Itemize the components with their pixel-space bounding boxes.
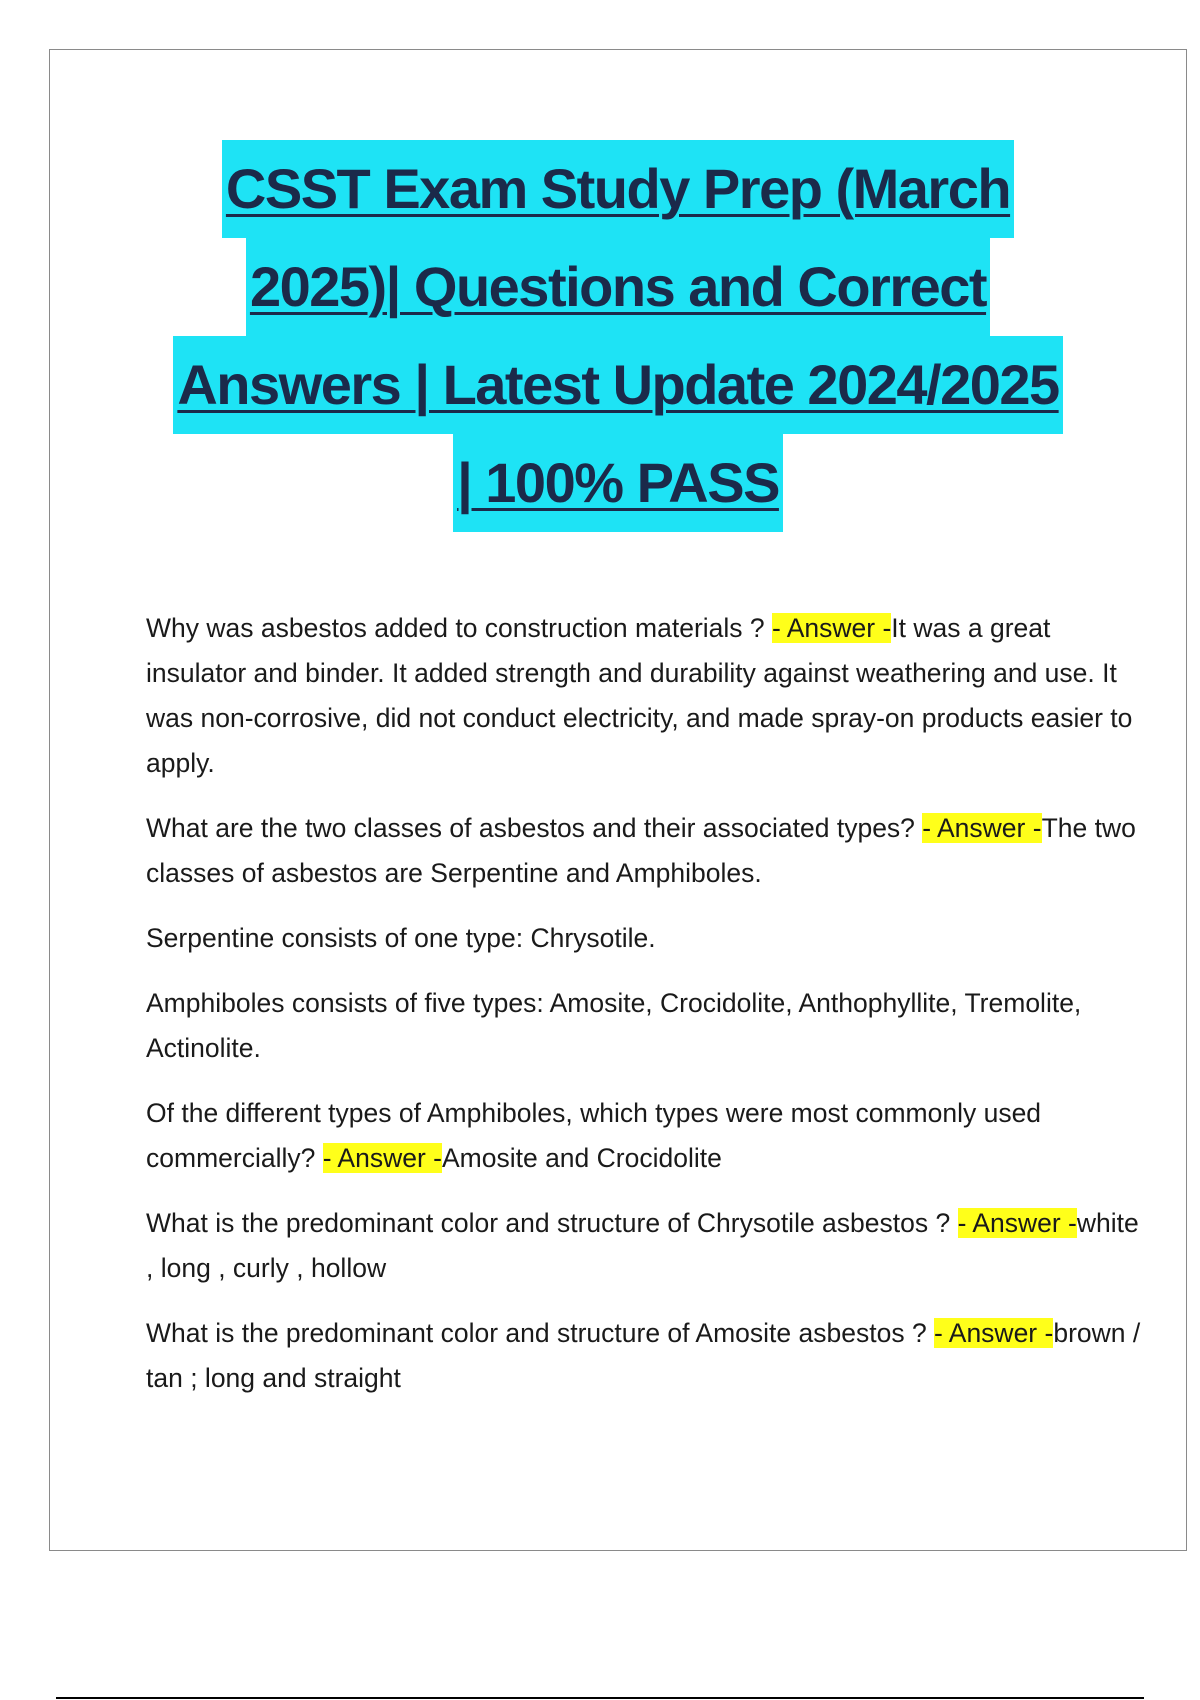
question-text: What is the predominant color and structure of Amosite asbestos ? — [146, 1318, 935, 1348]
title-line: Answers | Latest Update 2024/2025 — [173, 336, 1062, 434]
answer-marker: - Answer - — [322, 1143, 442, 1173]
question-text: Why was asbestos added to construction materials ? — [146, 613, 772, 643]
answer-text: Amosite and Crocidolite — [441, 1143, 722, 1173]
answer-text: It was a great insulator and binder. It added strength and durability against weathering and use. It was non-corrosive, did not conduct electricity, and made spray-on products easier to apply. — [146, 613, 1133, 778]
answer-text: brown / tan ; long and straight — [146, 1318, 1141, 1393]
question-text: What is the predominant color and structure of Chrysotile asbestos ? — [146, 1208, 958, 1238]
answer-marker: - Answer - — [934, 1318, 1054, 1348]
qa-item-asbestos-purpose — [146, 606, 1146, 786]
answer-text: white , long , curly , hollow — [146, 1208, 1139, 1283]
question-text: What are the two classes of asbestos and their associated types? — [146, 813, 923, 843]
answer-marker: - Answer - — [957, 1208, 1077, 1238]
qa-item-chrysotile-color — [146, 1201, 1146, 1291]
page-footer-rule — [56, 1697, 1144, 1699]
answer-text: The two classes of asbestos are Serpentine and Amphiboles. — [146, 813, 1136, 888]
document-body — [146, 606, 1146, 1421]
answer-marker: - Answer - — [772, 613, 892, 643]
qa-item-amosite-color — [146, 1311, 1146, 1401]
document-page — [49, 49, 1187, 1551]
title-line: CSST Exam Study Prep (March — [222, 140, 1014, 238]
qa-item-asbestos-classes — [146, 806, 1146, 896]
title-line: 2025)| Questions and Correct — [246, 238, 990, 336]
answer-marker: - Answer - — [922, 813, 1042, 843]
document-title — [50, 140, 1186, 532]
note-amphiboles: Amphiboles consists of five types: Amosite, Crocidolite, Anthophyllite, Tremolite, Actinolite. — [146, 988, 1082, 1063]
qa-item-amphiboles-commercial — [146, 1091, 1146, 1181]
note-serpentine: Serpentine consists of one type: Chrysotile. — [146, 923, 656, 953]
title-line: | 100% PASS — [453, 434, 783, 532]
question-text: Of the different types of Amphiboles, which types were most commonly used commercially? — [146, 1098, 1042, 1173]
